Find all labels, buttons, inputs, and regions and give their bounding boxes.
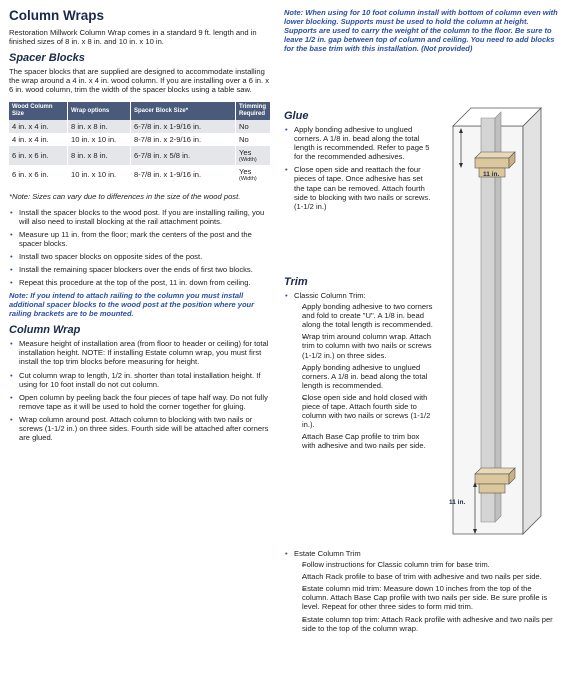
list-item: – Attach Base Cap profile to trim box with adhesive and two nails per side. — [294, 432, 434, 450]
table-cell: 4 in. x 4 in. — [9, 133, 68, 146]
classic-list — [284, 291, 434, 451]
estate-label: Estate Column Trim — [294, 549, 361, 558]
list-item: – Apply bonding adhesive to unglued corners. A 1/8 in. bead along the total length is recommended. — [294, 363, 434, 390]
glue-heading: Glue — [284, 110, 309, 122]
intro-text: Restoration Millwork Column Wrap comes in a standard 9 ft. length and in finished sizes of 8 in. x 8 in. and 10 in. x 10 in. — [9, 28, 257, 47]
table-cell: 8 in. x 8 in. — [68, 146, 131, 165]
railing-note: Note: If you intend to attach railing to the column you must install additional spacer blocks to the wood post at the position where your railing brackets are to be mounted. — [9, 291, 255, 319]
list-item: • Open column by peeling back the four pieces of tape half way. Do not fully remove tape as it will be used to hold the corner together for gluing. — [9, 393, 271, 411]
list-item: – Attach Rack profile to base of trim with adhesive and two nails per side. — [294, 572, 560, 581]
estate-list — [284, 549, 560, 633]
table-header: Wood Column Size — [9, 102, 68, 120]
list-item: – Close open side and hold closed with piece of tape. Attach fourth side to column with two nails or screws (1-1/2 in.). — [294, 393, 434, 429]
classic-steps — [294, 302, 434, 450]
table-cell: 6-7/8 in. x 5/8 in. — [131, 146, 236, 165]
list-item: • Install the spacer blocks to the wood post. If you are installing railing, you will also need to install blocking at the rail attachment points. — [9, 208, 271, 226]
trim-section — [284, 270, 434, 455]
list-item: • Measure up 11 in. from the floor; mark the centers of the post and the spacer blocks. — [9, 230, 271, 248]
list-item: • Close open side and reattach the four pieces of tape. Once adhesive has set the tape can be removed. Attach fourth side to blocking with two nails or screws. (1-1/2 in.) — [284, 165, 434, 210]
table-cell: 10 in. x 10 in. — [68, 165, 131, 184]
table-header: Spacer Block Size* — [131, 102, 236, 120]
list-item: • Repeat this procedure at the top of the post, 11 in. down from ceiling. — [9, 278, 271, 287]
estate-trim-item — [284, 549, 560, 633]
spacer-text: The spacer blocks that are supplied are designed to accommodate installing the wrap around a 4 in. x 4 in. wood column. If you are installing over a 6 in. x 6 in. wood column, trim the width of the spacer blocks using a table saw. — [9, 67, 270, 95]
glue-steps — [284, 125, 434, 211]
trim-value: Yes — [239, 167, 252, 177]
trim-sub: (Width) — [239, 176, 257, 183]
list-item: • Wrap column around post. Attach column to blocking with two nails or screws (1-1/2 in.) on three sides. Fourth side will be attached after corners are glued. — [9, 415, 271, 442]
table-row — [9, 146, 271, 165]
glue-section — [284, 104, 434, 215]
table-cell — [236, 146, 271, 165]
top-dimension-label: 11 in. — [483, 171, 500, 178]
trim-value: Yes — [239, 148, 252, 158]
wrap-heading: Column Wrap — [9, 324, 81, 337]
list-item: – Wrap trim around column wrap. Attach trim to column with two nails or screws (1-1/2 in.) on three sides. — [294, 332, 434, 359]
list-item: – Follow instructions for Classic column trim for base trim. — [294, 560, 560, 569]
table-cell: 6 in. x 6 in. — [9, 165, 68, 184]
list-item: • Cut column wrap to length, 1/2 in. shorter than total installation height. If using for 10 foot install do not cut column. — [9, 371, 271, 389]
table-cell: 8-7/8 in. x 1-9/16 in. — [131, 165, 236, 184]
spacer-table — [9, 102, 271, 184]
table-cell — [236, 133, 271, 146]
table-cell: 4 in. x 4 in. — [9, 120, 68, 133]
table-cell — [236, 120, 271, 133]
estate-section — [284, 549, 560, 637]
column-illustration — [435, 104, 559, 544]
trim-heading: Trim — [284, 276, 308, 288]
bottom-dimension-label: 11 in. — [449, 499, 466, 506]
table-cell: 10 in. x 10 in. — [68, 133, 131, 146]
spacer-heading: Spacer Blocks — [9, 52, 85, 65]
table-cell: 8 in. x 8 in. — [68, 120, 131, 133]
table-header: Trimming Required — [236, 102, 271, 120]
table-row — [9, 165, 271, 184]
trim-value: No — [239, 122, 249, 132]
page-title: Column Wraps — [9, 8, 105, 23]
install-note: Note: When using for 10 foot column install with bottom of column even with lower blocking. Supports must be used to hold the column at height. Supports are used to carry the weight of the column to the floor. Be sure to leave 1/2 in. gap between top of column and ceiling. You need to add blocks for the base trim with this installation. (Not provided) — [284, 8, 558, 53]
table-note: *Note: Sizes can vary due to differences in the size of the wood post. — [9, 192, 241, 202]
list-item: • Measure height of installation area (from floor to header or ceiling) for total installation height. NOTE: If installing Estate column wrap, you must first install the top trim blocks before measuring for height. — [9, 339, 271, 366]
list-item: • Apply bonding adhesive to unglued corners. A 1/8 in. bead along the total length is recommended. Refer to page 5 for the recommended adhesives. — [284, 125, 434, 161]
trim-sub: (Width) — [239, 157, 257, 164]
left-column — [9, 8, 271, 446]
classic-trim-item — [284, 291, 434, 451]
table-cell: 6 in. x 6 in. — [9, 146, 68, 165]
table-header: Wrap options — [68, 102, 131, 120]
table-cell: 6-7/8 in. x 1-9/16 in. — [131, 120, 236, 133]
classic-label: Classic Column Trim: — [294, 291, 366, 300]
list-item: – Estate column mid trim: Measure down 10 inches from the top of the column. Attach Base Cap profile with two nails per side. Be sure profile is level. Repeat for other three sides to form mid trim. — [294, 584, 560, 611]
list-item: – Estate column top trim: Attach Rack profile with adhesive and two nails per side to the top of the column wrap. — [294, 615, 560, 633]
wrap-steps — [9, 339, 271, 442]
list-item: • Install two spacer blocks on opposite sides of the post. — [9, 252, 271, 261]
table-cell: 8-7/8 in. x 2-9/16 in. — [131, 133, 236, 146]
table-cell — [236, 165, 271, 184]
estate-steps — [294, 560, 560, 633]
table-header-row — [9, 102, 271, 120]
list-item: – Apply bonding adhesive to two corners and fold to create "U". A 1/8 in. bead along the total length is recommended. — [294, 302, 434, 329]
trim-value: No — [239, 135, 249, 145]
spacer-steps — [9, 208, 271, 288]
table-row — [9, 120, 271, 133]
table-row — [9, 133, 271, 146]
list-item: • Install the remaining spacer blockers over the ends of first two blocks. — [9, 265, 271, 274]
